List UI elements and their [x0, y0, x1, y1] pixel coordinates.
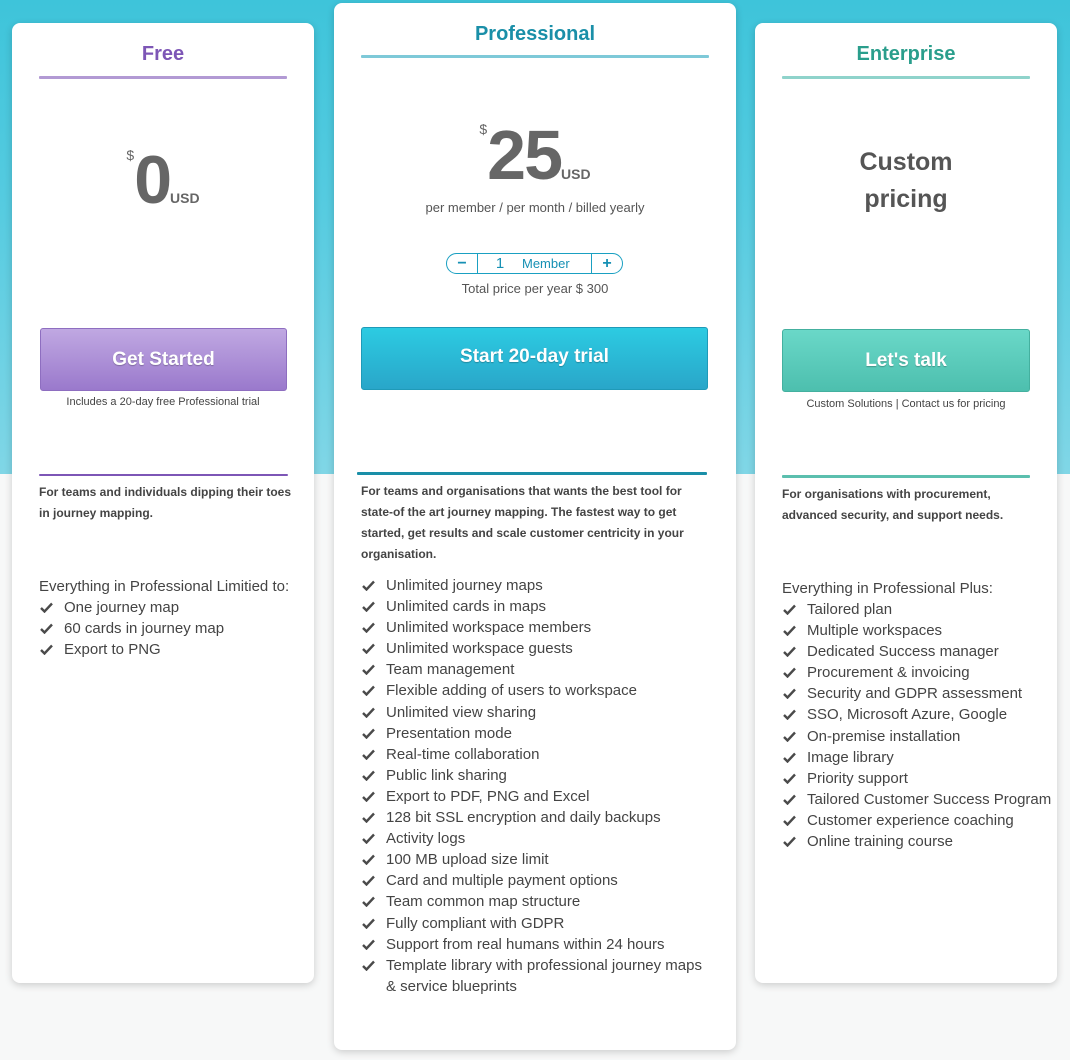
check-icon: [362, 770, 375, 781]
check-icon: [362, 685, 375, 696]
check-icon: [783, 752, 796, 763]
feature-label: Activity logs: [386, 830, 466, 848]
feature-label: Unlimited cards in maps: [386, 598, 547, 616]
feature-label: Multiple workspaces: [807, 622, 943, 640]
feature-label: Unlimited journey maps: [386, 577, 543, 594]
feature-item: [361, 575, 716, 596]
feature-item: [782, 641, 1054, 662]
check-icon: [783, 794, 796, 805]
feature-item: [782, 599, 1054, 620]
feature-label: Card and multiple payment options: [386, 872, 618, 890]
check-icon: [783, 646, 796, 657]
feature-item: [361, 596, 716, 617]
lets-talk-button[interactable]: Let's talk: [782, 329, 1030, 392]
feature-label: Export to PNG: [64, 641, 161, 659]
feature-label: Unlimited workspace members: [386, 619, 592, 637]
check-icon: [362, 812, 375, 823]
check-icon: [783, 709, 796, 720]
check-icon: [362, 749, 375, 760]
feature-item: [361, 955, 716, 997]
feature-item: [782, 726, 1054, 747]
check-icon: [362, 622, 375, 633]
feature-label: Flexible adding of users to workspace: [386, 682, 637, 700]
feature-item: [39, 639, 309, 660]
check-icon: [783, 688, 796, 699]
check-icon: [362, 918, 375, 929]
feature-item: [361, 659, 716, 680]
plan-title: Free: [141, 43, 185, 65]
feature-item: [361, 849, 716, 870]
check-icon: [783, 836, 796, 847]
feature-item: [782, 768, 1054, 789]
custom-pricing: [755, 144, 1057, 218]
feature-label: 128 bit SSL encryption and daily backups: [386, 809, 661, 827]
plan-card-enterprise: [755, 23, 1057, 983]
feature-item: [782, 620, 1054, 641]
feature-item: [361, 702, 716, 723]
check-icon: [362, 875, 375, 886]
minus-icon[interactable]: −: [457, 254, 467, 272]
currency-symbol: $: [479, 121, 488, 137]
feature-list: [39, 597, 309, 660]
feature-label: 100 MB upload size limit: [386, 851, 549, 869]
check-icon: [783, 815, 796, 826]
feature-item: [361, 680, 716, 701]
title-divider: [782, 76, 1030, 79]
check-icon: [362, 601, 375, 612]
plan-description: For organisations with procurement, advanced security, and support needs.: [782, 487, 1004, 522]
feature-label: SSO, Microsoft Azure, Google: [807, 706, 1008, 724]
feature-label: One journey map: [64, 599, 180, 616]
feature-label: Tailored Customer Success Program: [807, 790, 1052, 808]
feature-item: [361, 934, 716, 955]
title-divider: [39, 76, 287, 79]
feature-item: [782, 704, 1054, 725]
price-amount: 25: [487, 116, 562, 194]
feature-item: [782, 683, 1054, 704]
check-icon: [40, 602, 53, 613]
feature-item: [361, 723, 716, 744]
check-icon: [783, 625, 796, 636]
feature-item: [361, 765, 716, 786]
currency-symbol: $: [126, 147, 135, 163]
check-icon: [783, 773, 796, 784]
feature-item: [361, 913, 716, 934]
section-divider: [39, 474, 288, 476]
feature-label: Online training course: [807, 833, 953, 851]
member-count-field[interactable]: [477, 254, 592, 273]
feature-label: Priority support: [807, 769, 908, 787]
price-block: [12, 141, 314, 219]
plan-card-professional: [334, 3, 736, 1050]
check-icon: [40, 623, 53, 634]
section-divider: [357, 472, 707, 475]
cta-note: Includes a 20-day free Professional trial: [66, 396, 260, 408]
check-icon: [362, 664, 375, 675]
plan-title: Professional: [474, 23, 596, 45]
pricing-line-2: pricing: [864, 185, 948, 213]
feature-item: [361, 870, 716, 891]
check-icon: [362, 854, 375, 865]
feature-label: Image library: [807, 748, 894, 766]
feature-item: [39, 597, 309, 618]
feature-label: Presentation mode: [386, 724, 512, 742]
feature-label: Team common map structure: [386, 893, 581, 911]
features-heading: Everything in Professional Limitied to:: [39, 578, 290, 595]
check-icon: [362, 960, 375, 971]
check-icon: [783, 604, 796, 615]
get-started-button[interactable]: Get Started: [40, 328, 287, 391]
feature-item: [361, 638, 716, 659]
check-icon: [362, 833, 375, 844]
feature-item: [782, 662, 1054, 683]
feature-label: Tailored plan: [807, 601, 893, 618]
check-icon: [362, 896, 375, 907]
currency-code: USD: [561, 166, 591, 182]
feature-item: [39, 618, 309, 639]
pricing-line-1: Custom: [859, 148, 953, 176]
feature-label: Fully compliant with GDPR: [386, 914, 565, 932]
feature-label: Team management: [386, 661, 515, 679]
feature-item: [782, 789, 1054, 810]
price-block: [334, 115, 736, 195]
check-icon: [362, 939, 375, 950]
check-icon: [40, 644, 53, 655]
feature-item: [361, 744, 716, 765]
plan-description: For teams and individuals dipping their toes in journey mapping.: [39, 485, 292, 520]
start-trial-button[interactable]: Start 20-day trial: [361, 327, 708, 390]
plan-title: Enterprise: [856, 43, 956, 65]
plan-card-free: [12, 23, 314, 983]
feature-label: 60 cards in journey map: [64, 620, 225, 638]
feature-item: [361, 617, 716, 638]
feature-item: [782, 810, 1054, 831]
member-label: Member: [522, 256, 570, 271]
feature-item: [782, 747, 1054, 768]
total-price-note: Total price per year $ 300: [461, 281, 609, 296]
feature-item: [782, 831, 1054, 852]
feature-label: Real-time collaboration: [386, 745, 540, 763]
feature-label: Public link sharing: [386, 766, 507, 784]
feature-list: [782, 599, 1054, 852]
feature-label: Export to PDF, PNG and Excel: [386, 787, 590, 805]
feature-item: [361, 828, 716, 849]
check-icon: [362, 791, 375, 802]
feature-label: Support from real humans within 24 hours: [386, 935, 665, 953]
check-icon: [362, 580, 375, 591]
billing-note: per member / per month / billed yearly: [425, 200, 645, 215]
features-heading: Everything in Professional Plus:: [782, 580, 993, 597]
feature-label: Template library with professional journey maps & service blueprints: [386, 956, 702, 995]
feature-label: Dedicated Success manager: [807, 643, 999, 661]
feature-label: Procurement & invoicing: [807, 664, 970, 682]
feature-item: [361, 807, 716, 828]
price-amount: 0: [134, 142, 171, 218]
check-icon: [362, 707, 375, 718]
feature-label: Unlimited view sharing: [386, 703, 537, 721]
feature-item: [361, 891, 716, 912]
section-divider: [782, 475, 1030, 478]
currency-code: USD: [170, 190, 200, 206]
check-icon: [783, 731, 796, 742]
feature-item: [361, 786, 716, 807]
member-count: 1: [495, 255, 505, 272]
cta-note: Custom Solutions | Contact us for pricing: [806, 398, 1006, 410]
feature-label: Security and GDPR assessment: [807, 685, 1023, 703]
feature-label: On-premise installation: [807, 727, 961, 745]
plan-description: For teams and organisations that wants the best tool for state-of the art journey mapping. The fastest way to get started, get results and scale customer centricity in your organisation.: [361, 484, 684, 561]
check-icon: [362, 728, 375, 739]
check-icon: [783, 667, 796, 678]
member-stepper: [446, 253, 623, 274]
check-icon: [362, 643, 375, 654]
plus-icon[interactable]: +: [602, 254, 612, 272]
feature-label: Customer experience coaching: [807, 811, 1014, 829]
title-divider: [361, 55, 709, 58]
feature-label: Unlimited workspace guests: [386, 640, 573, 658]
feature-list: [361, 575, 716, 997]
